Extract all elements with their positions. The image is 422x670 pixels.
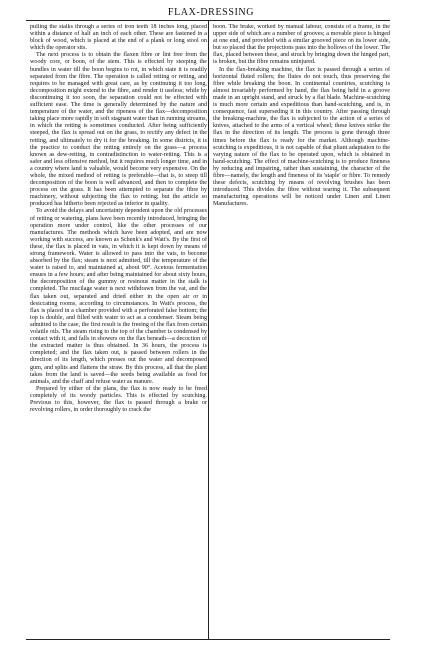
bottom-rule [26,639,390,640]
right-paragraph-1: boon. The brake, worked by manual labour, consists of a frame, in the upper side of which are a number of grooves; a movable piece is hinged at one end, and provided with a similar grooved piece on its lower side, but so placed that the projections pass into the hollows of the lower. The flax, placed between these, and struck by bringing down the hinged part, is broken, but the fibre remains uninjured. [213,24,390,66]
right-paragraph-2: In the flax-breaking machine, the flax is passed through a series of horizontal fluted rollers; the flutes do not touch, thus preserving the fibre while breaking the boon. In continental countries, scutching is almost invariably performed by hand, the flax being held in a groove made in an upright stand, and struck by a flat blade. Machine-scutching is much more certain and expeditious than hand-scutching, and is, in consequence, fast superseding it in this country. After passing through the breaking-machine, the flax is subjected to the action of a series of knives, attached to the arms of a vertical wheel; these knives strike the flax in the direction of its length. The process is gone through three times before the flax is ready for the market. Although machine-scutching is expeditious, it is not capable of that pliant adaptation to the varying nature of the flax to be operated upon, which is obtained in hand-scutching. The effect of machine-scutching is to produce fineness by reducing and impairing, rather than sustaining, the character of the fibre—namely, the length and fineness of its 'staple' or fibre. To remedy these defects, scutching by means of revolving brushes has been introduced. This divides the fibre without tearing it. The subsequent manufacturing operations will be noticed under Linen and Linen Manufactures. [213,66,390,208]
column-divider [208,20,209,639]
left-column [30,24,207,636]
left-paragraph-3: To avoid the delays and uncertainty dependent upon the old processes of retting or watering, plans have been recently introduced, bringing the operation more under control, like the other processes of our manufactures. The methods which have been adopted, and are now working with success, are known as Schenk's and Watt's. By the first of these, the flax is placed in vats, in which it is kept down by means of strong framework. Water is allowed to pass into the vats, to become absorbed by the flax; steam is next admitted, till the temperature of the water is raised to, and maintained at, about 90°. Acetous fermentation ensues in a few hours; and after being maintained for about sixty hours, the decomposition of the gummy or resinous matter in the stalk is completed. The mucilage water is next withdrawn from the vat, and the flax taken out, separated and dried either in the open air or in desiccating rooms, according to circumstances. In Watt's process, the flax is placed in a chamber provided with a perforated false bottom; the top is double, and filled with water to act as a condenser. Steam being admitted to the case, the first result is the freeing of the flax from certain volatile oils. The steam rising to the top of the chamber is condensed by contact with it, and falls in showers on the flax beneath—a decoction of the extracted matter is thus obtained. In 36 hours, the process is completed; and the flax taken out, is passed between rollers in the direction of its length, which presses out the water and decomposed gum, and splits and flattens the straw. By this process, all that the plant takes from the land is saved—the seeds being available as food for animals, and the chaff and refuse water as manure. [30,208,207,385]
right-column [213,24,390,636]
left-paragraph-2: The next process is to obtain the flaxen fibre or lint free from the woody core, or boon, of the stem. This is effected by steeping the bundles in water till the boon begins to rot, in which state it is readily separated from the fibre. The operation is called retting or retting, and requires to be managed with great care, as by continuing it too long, decomposition might extend to the fibre, and render it useless; while by discontinuing it too soon, the separation could not be effected with sufficient ease. The time is generally determined by the nature and temperature of the water, and the ripeness of the flax—decomposition taking place more rapidly in soft stagnant water than in running streams, in which the retting is sometimes conducted. After being sufficiently steeped, the flax is spread out on the grass, to rectify any defect in the retting, and ultimately to dry it for the breaking. In some districts, it is the practice to conduct the retting entirely on the grass—a process known as dew-retting, in contradistinction to water-retting. This is a safer and less offensive method, but it requires much longer time, and in a country where land is valuable, would become very expensive. On the whole, the mixed method of retting is preferable—that is, to steep till decomposition of the boon is well advanced, and then to complete the process on the grass. It has been attempted to separate the fibre by machinery, without subjecting the flax to retting; but the article so produced has hitherto been rejected as inferior in quality. [30,52,207,208]
running-head: FLAX-DRESSING [167,7,255,18]
left-paragraph-4: Prepared by either of the plans, the flax is now ready to be freed completely of its woody particles. This is effected by scutching. Previous to this, however, the flax is passed through a brake or revolving rollers, in order thoroughly to crack the [30,385,207,414]
left-paragraph-1: pulling the stalks through a series of iron teeth 18 inches long, placed within a distance of half an inch of each other. These are fastened in a block of wood, which is placed at the end of a plank or long stool on which the operator sits. [30,24,207,52]
